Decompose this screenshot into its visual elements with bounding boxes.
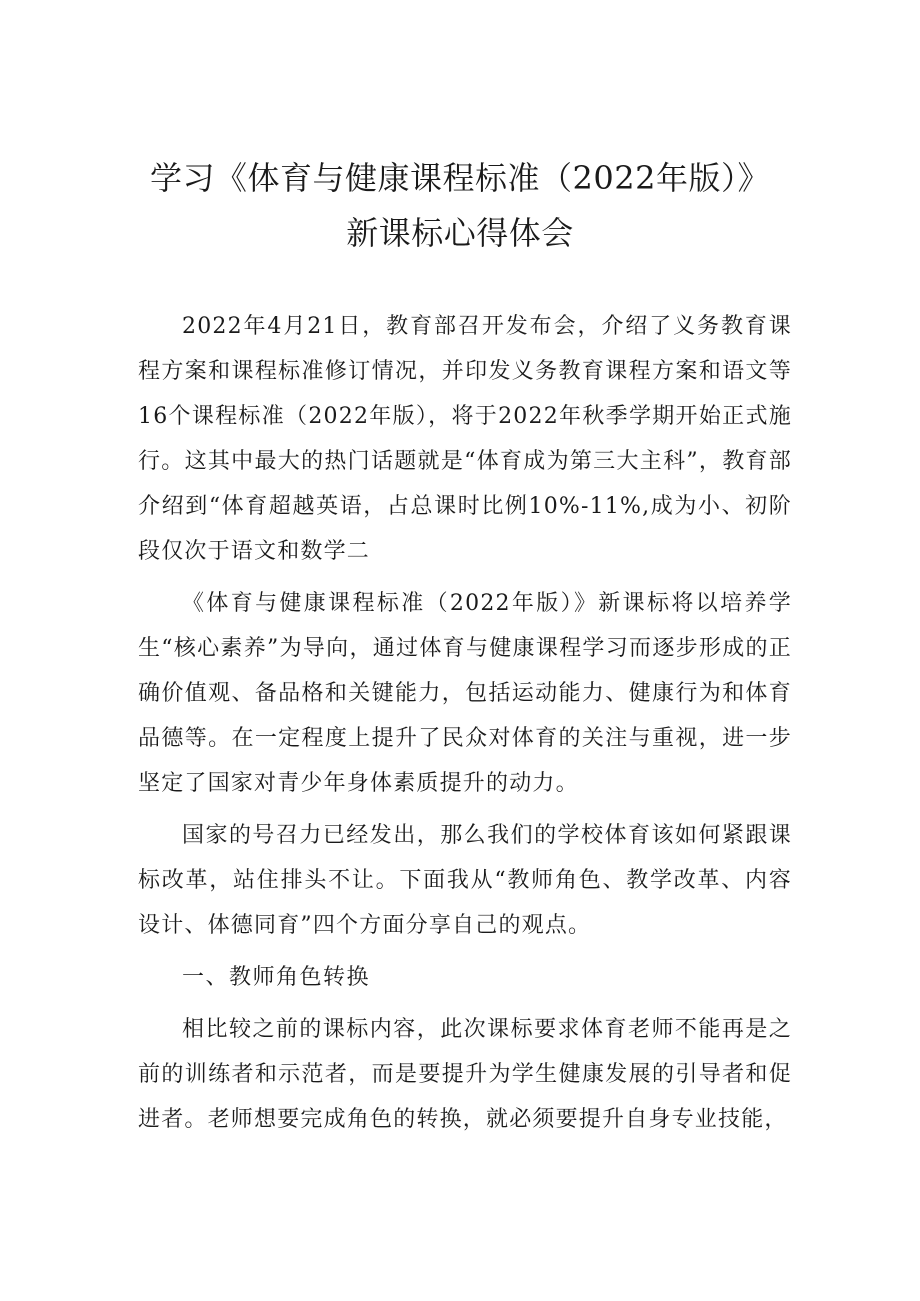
paragraph-intro: 2022年4月21日，教育部召开发布会，介绍了义务教育课程方案和课程标准修订情况，并印发义务教育课程方案和语文等16个课程标准（2022年版），将于2022年秋季学期开始正式施行。这其中最大的热门话题就是“体育成为第三大主科”，教育部介绍到“体育超越英语，占总课时比例10%-11%,成为小、初阶段仅次于语文和数学二 bbox=[138, 314, 792, 564]
paragraph-core-literacy: 《体育与健康课程标准（2022年版）》新课标将以培养学生“核心素养”为导向，通过体育与健康课程学习而逐步形成的正确价值观、备品格和关键能力，包括运动能力、健康行为和体育品德等。在一定程度上提升了民众对体育的关注与重视，进一步坚定了国家对青少年身体素质提升的动力。 bbox=[138, 591, 792, 796]
paragraph-teacher-role: 相比较之前的课标内容，此次课标要求体育老师不能再是之前的训练者和示范者，而是要提升为学生健康发展的引导者和促进者。老师想要完成角色的转换，就必须要提升自身专业技能， bbox=[138, 1017, 792, 1132]
paragraph-four-aspects: 国家的号召力已经发出，那么我们的学校体育该如何紧跟课标改革，站住排头不让。下面我从“教师角色、教学改革、内容设计、体德同育”四个方面分享自己的观点。 bbox=[138, 823, 792, 938]
document-title-line-1: 学习《体育与健康课程标准（2022年版）》 bbox=[150, 159, 770, 197]
section-heading-teacher-role: 一、教师角色转换 bbox=[182, 965, 371, 990]
document-body bbox=[138, 304, 792, 1149]
document-title-line-2: 新课标心得体会 bbox=[346, 214, 574, 252]
